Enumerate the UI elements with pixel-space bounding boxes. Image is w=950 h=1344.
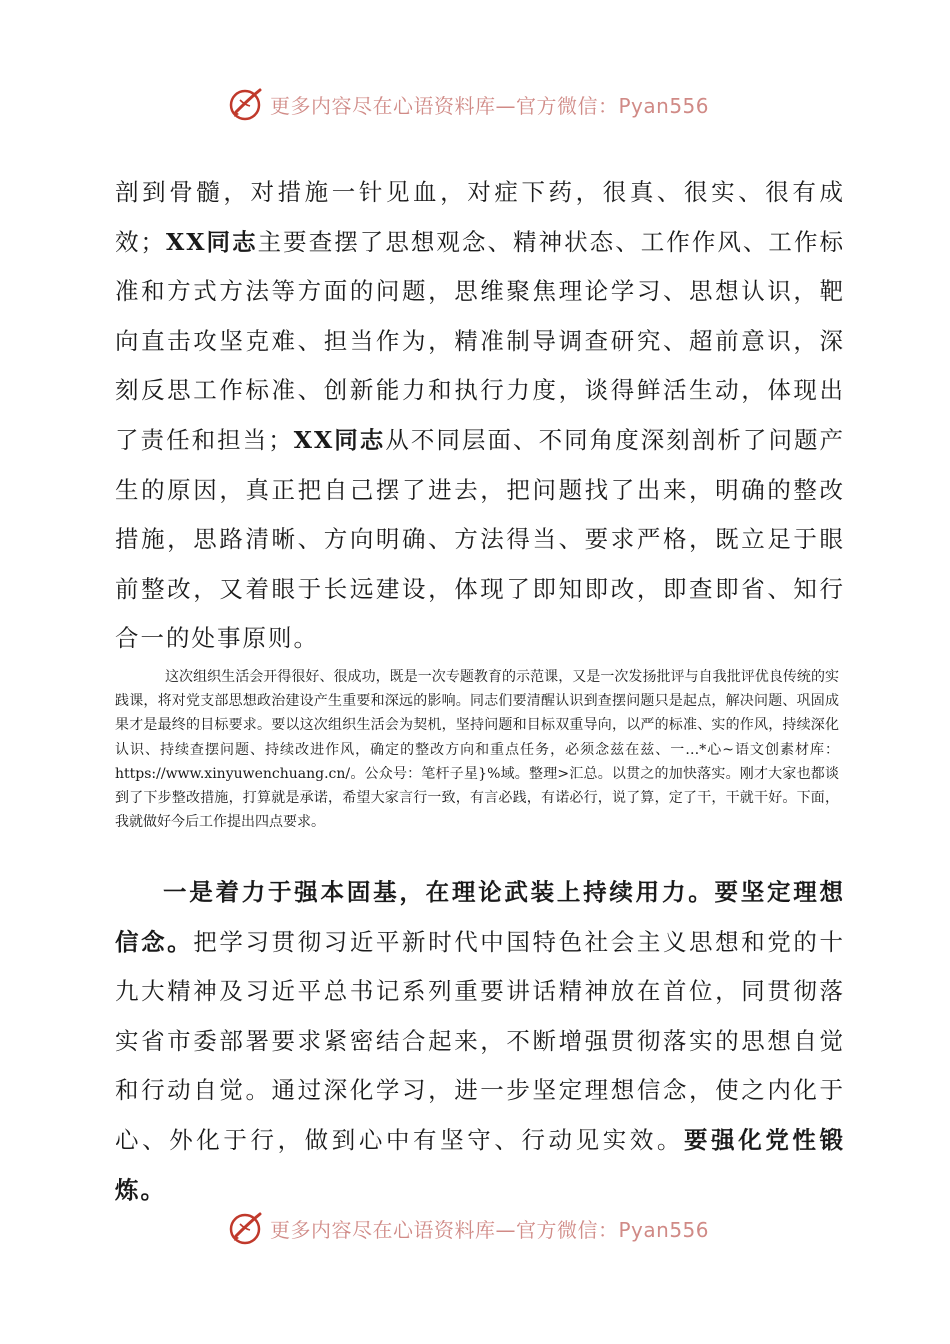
requirement-subheading-1: 要坚定理想信念。	[115, 878, 846, 956]
evaluation-sentence-1: 剖到骨髓，对措施一针见血，对症下药，很真、很实、很有成效；	[115, 178, 845, 256]
paragraph-requirement-one	[115, 868, 845, 1215]
evaluation-sentence-3: 从不同层面、不同角度深刻剖析了问题产生的原因，真正把自己摆了进去，把问题找了出来，明确的整改措施，思路清晰、方向明确、方法得当、要求严格，既立足于眼前整改，又着眼于长远建设，体现了即知即改，即查即省、知行合一的处事原则。	[115, 425, 846, 653]
pen-logo-icon	[228, 1210, 264, 1246]
comrade-name-2: XX同志	[293, 425, 386, 454]
banner-text: 更多内容尽在心语资料库—官方微信：Pyan556	[270, 1217, 710, 1242]
pen-logo-icon	[228, 86, 264, 122]
banner-text: 更多内容尽在心语资料库—官方微信：Pyan556	[270, 93, 710, 118]
footer-banner	[228, 1208, 709, 1248]
paragraph-meeting-summary: 这次组织生活会开得很好、很成功，既是一次专题教育的示范课，又是一次发扬批评与自我批评优良传统的实践课，将对党支部思想政治建设产生重要和深远的影响。同志们要清醒认识到查摆问题只是起点，解决问题、巩固成果才是最终的目标要求。要以这次组织生活会为契机，坚持问题和目标双重导向，以严的标准、实的作风，持续深化认识、持续查摆问题、持续改进作风，确定的整改方向和重点任务，必须念兹在兹、一…*心~语文创素材库：https://www.xinyuwenchuang.cn/。公众号：笔杆子星}%域。整理>汇总。以贯之的加快落实。刚才大家也都谈到了下步整改措施，打算就是承诺，希望大家言行一致，有言必践，有诺必行，说了算，定了干，干就干好。下面，我就做好今后工作提出四点要求。	[115, 669, 839, 831]
requirement-body: 把学习贯彻习近平新时代中国特色社会主义思想和党的十九大精神及习近平总书记系列重要讲话精神放在首位，同贯彻落实省市委部署要求紧密结合起来，不断增强贯彻落实的思想自觉和行动自觉。通过深化学习，进一步坚定理想信念，使之内化于心、外化于行，做到心中有坚守、行动见实效。	[115, 927, 846, 1154]
paragraph-evaluation	[115, 168, 845, 664]
evaluation-sentence-2: 主要查摆了思想观念、精神状态、工作作风、工作标准和方式方法等方面的问题，思维聚焦理论学习、思想认识，靶向直击攻坚克难、担当作为，精准制导调查研究、超前意识，深刻反思工作标准、创新能力和执行力度，谈得鲜活生动，体现出了责任和担当；	[115, 227, 846, 454]
requirement-heading: 一是着力于强本固基，在理论武装上持续用力。	[163, 878, 715, 906]
comrade-name-1: XX同志	[166, 227, 258, 256]
requirement-subheading-2: 要强化党性锻炼。	[115, 1125, 846, 1204]
header-banner	[228, 84, 709, 124]
